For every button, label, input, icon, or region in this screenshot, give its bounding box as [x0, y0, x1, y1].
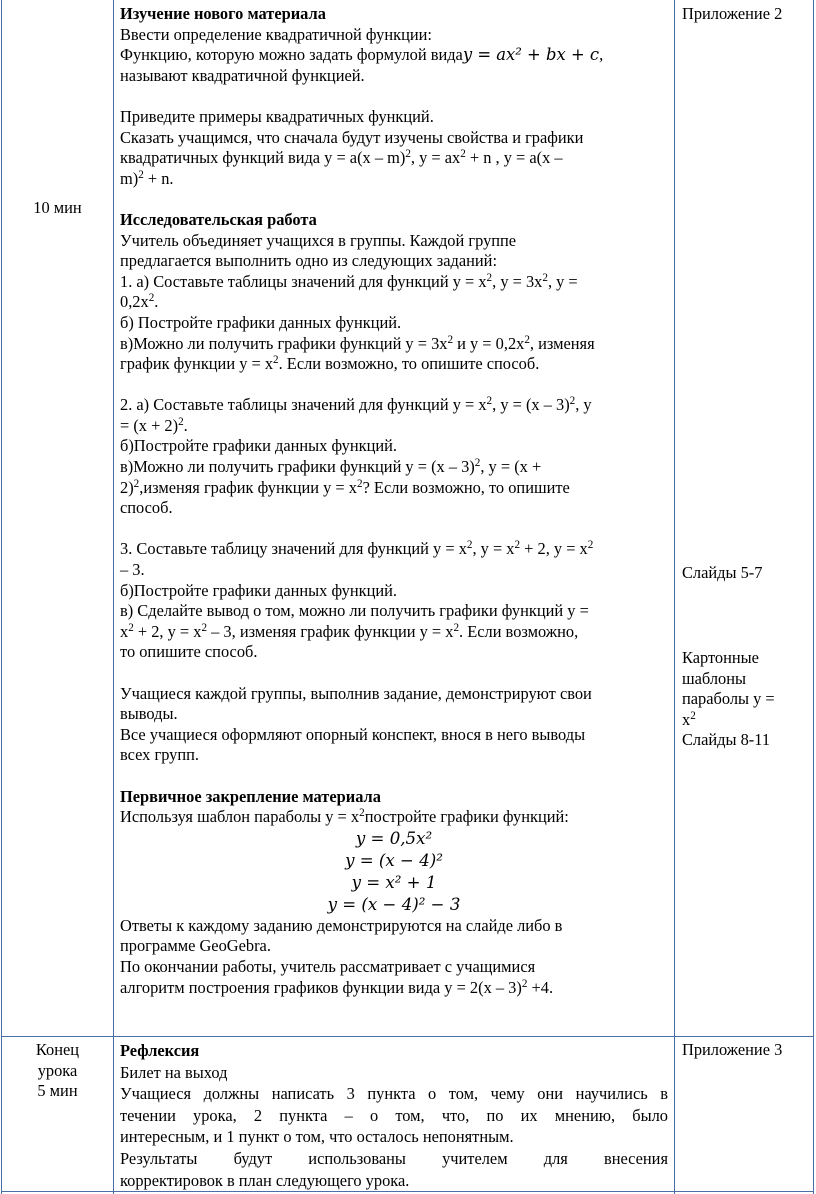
row-separator — [1, 1036, 814, 1037]
appendix-2: Приложение 2 — [682, 4, 783, 23]
table-divider-2 — [674, 0, 675, 1194]
text-line: 2)$^2$,изменяя график функции $y = x^2$? Если возможно, то опишите — [120, 477, 570, 497]
section-heading-research: Исследовательская работа — [120, 209, 317, 229]
text-line: алгоритм построения графиков функции вида y = 2(x – 3)$^2$ +4. — [120, 977, 554, 997]
task-3b: б)Постройте графики данных функций. — [120, 580, 398, 600]
text-line: то опишите способ. — [120, 642, 258, 662]
table-border-left — [1, 0, 2, 1194]
text-line: Используя шаблон параболы $y = x^2постройте$ графики функций: — [120, 807, 569, 827]
formula-4: y = (x − 4)² − 3 — [327, 894, 461, 914]
task-2c: в)Можно ли получить графики функций y = (x – 3)$^2$, y = (x + — [120, 456, 542, 477]
resource-line: Картонные — [682, 648, 759, 667]
text-line: Результаты будут использованы учителем для внесения — [120, 1148, 668, 1168]
text-line: $x^2 + 2$, $y = x^2 - 3$, изменяя график функции $y = x^2$. Если возможно, — [120, 621, 579, 641]
row1-time-cell — [2, 198, 113, 219]
resource-line: параболы y = — [682, 689, 775, 709]
time-label: 10 мин — [33, 198, 82, 217]
text-line: Ответы к каждому заданию демонстрируются на слайде либо в — [120, 915, 563, 935]
text-line: программе GeoGebra. — [120, 936, 271, 956]
formula-3: y = x² + 1 — [351, 872, 437, 892]
text-line: предлагается выполнить одно из следующих заданий: — [120, 251, 498, 271]
text-line: Билет на выход — [120, 1062, 228, 1082]
text-line: Сказать учащимся, что сначала будут изучены свойства и графики — [120, 127, 584, 147]
row2-resources-cell — [682, 1040, 810, 1061]
text-line: всех групп. — [120, 745, 200, 765]
text-line: Функцию, которую можно задать формулой видаy = ax² + bx + c, — [120, 45, 604, 65]
formula-general: y = ax² + bx + c — [462, 45, 600, 65]
section-heading-consolidation: Первичное закрепление материала — [120, 786, 381, 806]
table-border-right — [813, 0, 814, 1194]
slides-8-11: Слайды 8-11 — [682, 730, 771, 750]
row2-time-cell: Конец урока 5 мин — [35, 1040, 80, 1101]
row1-resources-templates — [682, 648, 810, 751]
task-1c: в)Можно ли получить графики функций $y = 3x^2$ и $y = 0,2x^2$, изменяя — [120, 333, 595, 353]
task-2a: 2. а) Составьте таблицы значений для функций $y = x^2$, y = (x – 3)$^2$, y — [120, 395, 592, 415]
table-divider-1 — [113, 0, 114, 1194]
text-line: квадратичных функций вида y = a(x – m)$^2$, $y = ax^2 + n$ , y = a(x – — [120, 148, 563, 168]
text-line: Все учащиеся оформляют опорный конспект, внося в него выводы — [120, 724, 586, 744]
section-heading-new-material: Изучение нового материала — [120, 4, 326, 23]
text-line: Ввести определение квадратичной функции: — [120, 24, 432, 44]
text-line: Учащиеся должны написать 3 пункта о том, чему они научились в — [120, 1084, 668, 1104]
task-3c: в) Сделайте вывод о том, можно ли получить графики функций y = — [120, 601, 589, 621]
text-line: = $(x + 2)^2$. — [120, 415, 188, 435]
text-line: интересным, и 1 пункт о том, что осталось непонятным. — [120, 1127, 514, 1147]
task-2b: б)Постройте графики данных функций. — [120, 436, 398, 456]
task-1b: б) Постройте графики данных функций. — [120, 312, 402, 332]
text-line: способ. — [120, 498, 173, 518]
text-line: m)$^2$ + n. — [120, 168, 174, 188]
text-line: Учитель объединяет учащихся в группы. Каждой группе — [120, 230, 517, 250]
text-line: По окончании работы, учитель рассматривает с учащимися — [120, 956, 536, 976]
resource-line: шаблоны — [682, 668, 746, 688]
text-line: – 3. — [120, 560, 145, 580]
row1-resources-slides — [682, 563, 810, 584]
resource-line: $x^2$ — [682, 709, 696, 729]
text-line: течении урока, 2 пункта – о том, что, по их мнению, было — [120, 1105, 668, 1125]
formula-1: y = 0,5x² — [355, 828, 433, 848]
row1-content-cell — [120, 4, 668, 998]
formula-2: y = (x − 4)² — [345, 850, 443, 870]
slides-5-7: Слайды 5-7 — [682, 563, 763, 582]
formula-list — [120, 828, 668, 916]
appendix-3: Приложение 3 — [682, 1040, 783, 1059]
text-line: график функции $y = x^2$. Если возможно, то опишите способ. — [120, 353, 540, 374]
row1-resources-cell — [682, 4, 810, 25]
text-line: Приведите примеры квадратичных функций. — [120, 106, 434, 126]
text-line: Учащиеся каждой группы, выполнив задание, демонстрируют свои — [120, 683, 592, 703]
task-1a: 1. а) Составьте таблицы значений для функций $y = x^2$, $y = 3x^2$, y = — [120, 271, 578, 291]
text-line: называют квадратичной функцией. — [120, 65, 365, 85]
row2-content-cell — [120, 1040, 668, 1191]
text-line: выводы. — [120, 704, 178, 724]
section-heading-reflection: Рефлексия — [120, 1041, 200, 1060]
task-3a: 3. Составьте таблицу значений для функций $y = x^2$, $y = x^2 + 2$, $y = x^2$ — [120, 539, 594, 559]
text-line: $0,2x^2$. — [120, 292, 159, 312]
text-line: корректировок в план следующего урока. — [120, 1170, 410, 1190]
